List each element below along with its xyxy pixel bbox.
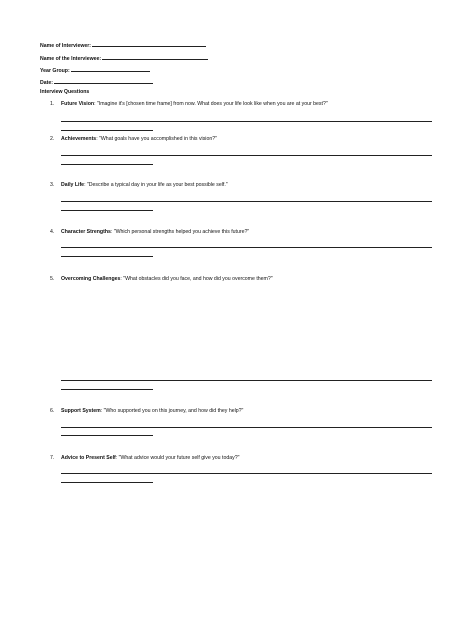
- question-number: 7.: [50, 455, 55, 461]
- interviewer-name-label: Name of Interviewer:: [40, 43, 92, 49]
- question-5: [50, 276, 273, 283]
- question-label: Character Strengths: [61, 229, 111, 235]
- answer-line[interactable]: [61, 121, 432, 122]
- question-label: Overcoming Challenges: [61, 276, 121, 282]
- answer-line[interactable]: [61, 380, 432, 381]
- question-number: 4.: [50, 229, 55, 235]
- answer-line[interactable]: [61, 210, 153, 211]
- question-text: : "What goals have you accomplished in this vision?": [96, 136, 217, 142]
- question-1: [50, 101, 328, 108]
- interviewee-name-row: [40, 54, 208, 63]
- question-label: Daily Life: [61, 182, 85, 188]
- question-6: [50, 408, 243, 415]
- interviewee-name-field[interactable]: [102, 54, 208, 60]
- answer-line[interactable]: [61, 130, 153, 131]
- interviewer-name-field[interactable]: [92, 41, 206, 47]
- question-number: 3.: [50, 182, 55, 188]
- answer-line[interactable]: [61, 473, 432, 474]
- question-4: [50, 229, 249, 236]
- question-2: [50, 136, 217, 143]
- date-row: [40, 78, 153, 87]
- question-7: [50, 455, 239, 462]
- interviewee-name-label: Name of the Interviewee:: [40, 56, 102, 62]
- question-3: [50, 182, 228, 189]
- question-number: 1.: [50, 101, 55, 107]
- answer-line[interactable]: [61, 247, 432, 248]
- question-label: Achievements: [61, 136, 97, 142]
- date-label: Date:: [40, 80, 53, 86]
- question-label: Future Vision: [61, 101, 95, 107]
- answer-line[interactable]: [61, 482, 153, 483]
- question-text: : "Describe a typical day in your life as your best possible self.": [84, 182, 228, 188]
- year-group-label: Year Group:: [40, 68, 70, 74]
- answer-line[interactable]: [61, 155, 432, 156]
- answer-line[interactable]: [61, 164, 153, 165]
- question-text: : "Which personal strengths helped you achieve this future?": [110, 229, 250, 235]
- question-label: Support System: [61, 408, 101, 414]
- answer-line[interactable]: [61, 427, 432, 428]
- question-text: : "Who supported you on this journey, and how did they help?": [100, 408, 244, 414]
- question-number: 5.: [50, 276, 55, 282]
- question-label: Advice to Present Self: [61, 455, 116, 461]
- answer-line[interactable]: [61, 389, 153, 390]
- question-text: : "What advice would your future self give you today?": [115, 455, 240, 461]
- section-title: Interview Questions: [40, 89, 90, 95]
- answer-line[interactable]: [61, 201, 432, 202]
- answer-line[interactable]: [61, 435, 153, 436]
- interviewer-name-row: [40, 41, 206, 50]
- question-number: 2.: [50, 136, 55, 142]
- question-number: 6.: [50, 408, 55, 414]
- question-text: : "What obstacles did you face, and how did you overcome them?": [120, 276, 273, 282]
- answer-line[interactable]: [61, 256, 153, 257]
- year-group-field[interactable]: [71, 66, 150, 72]
- date-field[interactable]: [54, 78, 153, 84]
- year-group-row: [40, 66, 150, 75]
- question-text: : "Imagine it's [chosen time frame] from now. What does your life look like when you are at your best?": [94, 101, 328, 107]
